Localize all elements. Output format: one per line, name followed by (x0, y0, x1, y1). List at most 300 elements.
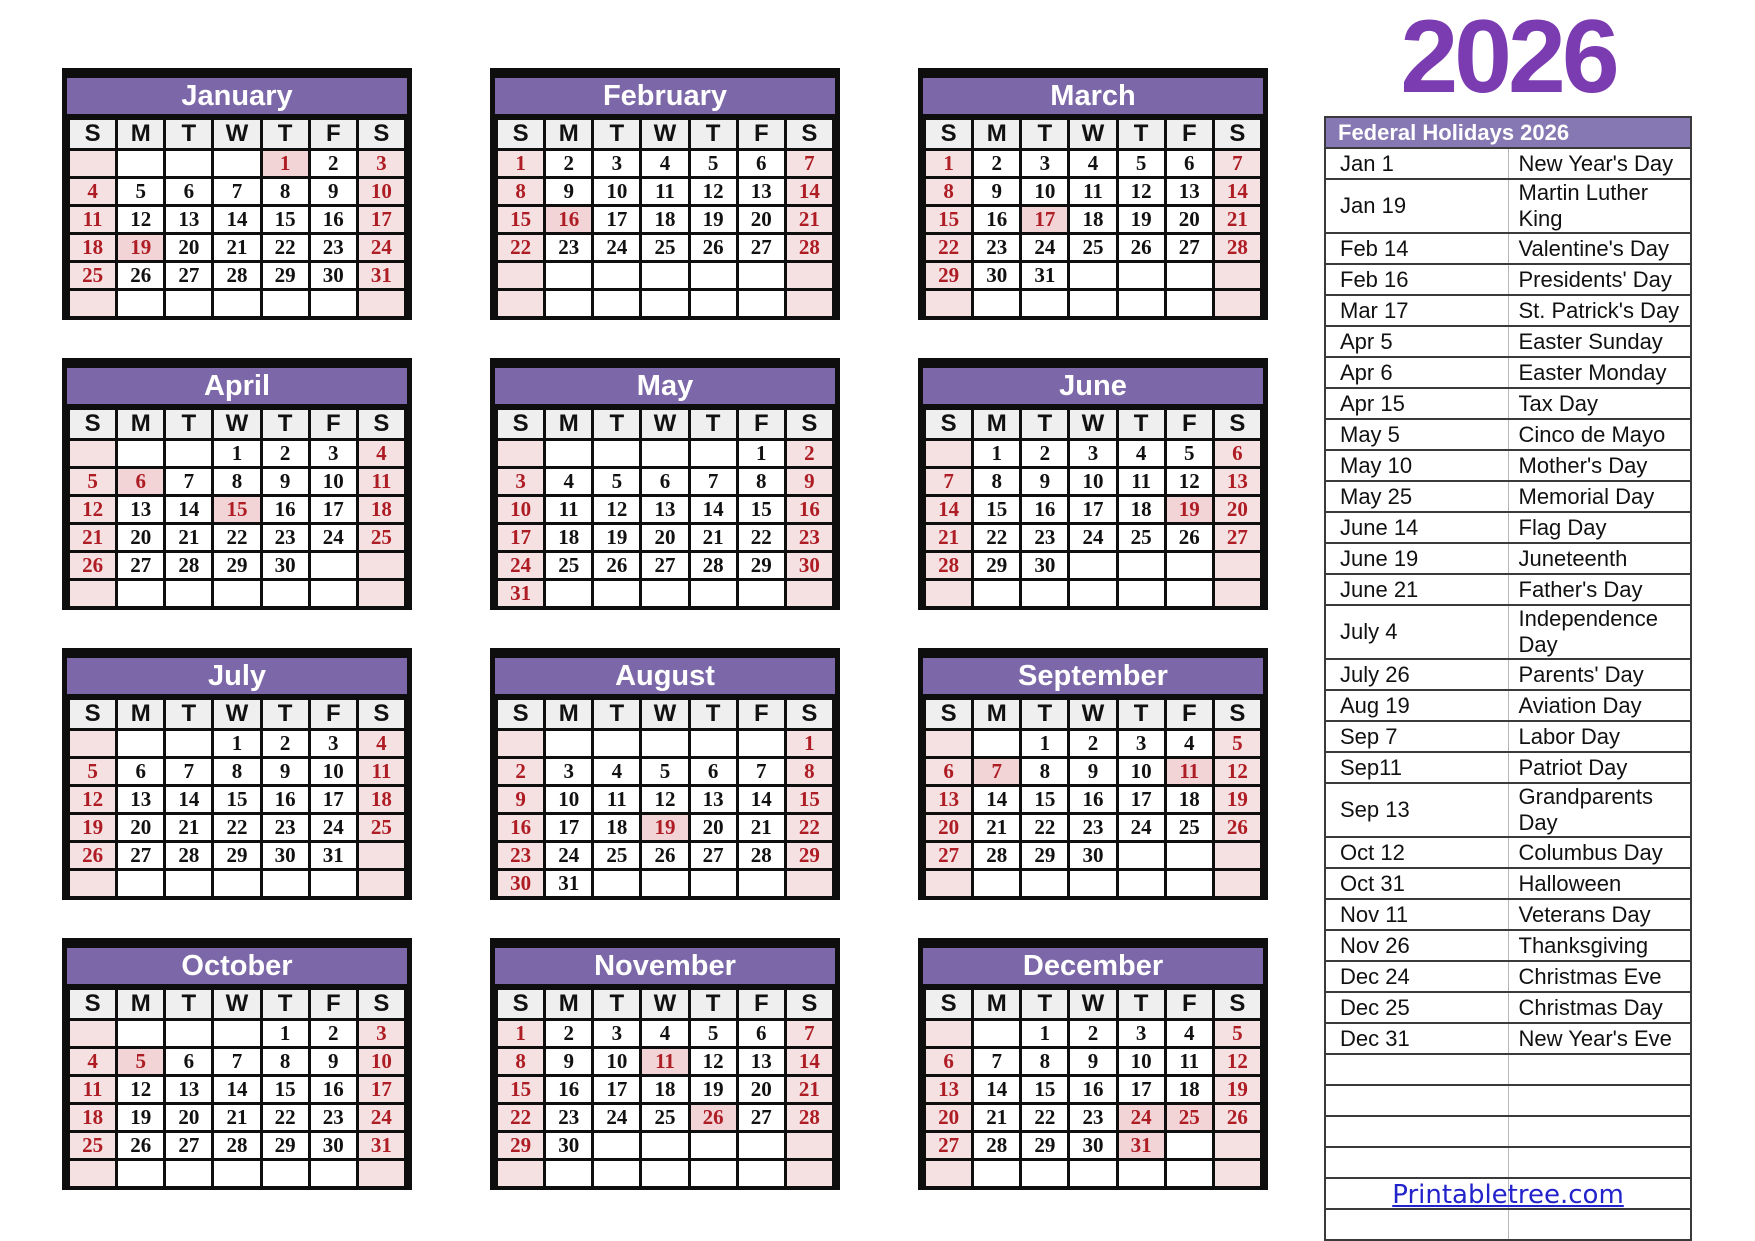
empty-date-cell (1213, 1132, 1261, 1160)
date-cell: 26 (641, 842, 689, 870)
empty-date-cell (69, 1020, 117, 1048)
weekday-header-cell: W (1069, 989, 1117, 1020)
date-cell: 18 (357, 496, 405, 524)
date-cell: 12 (1117, 178, 1165, 206)
date-cell: 24 (593, 234, 641, 262)
empty-date-cell (309, 580, 357, 608)
date-cell: 30 (261, 842, 309, 870)
holiday-row (1325, 233, 1691, 264)
weekday-header-cell: M (117, 699, 165, 730)
date-cell: 21 (689, 524, 737, 552)
empty-date-cell (69, 290, 117, 318)
date-cell: 22 (1021, 1104, 1069, 1132)
empty-date-cell (1069, 290, 1117, 318)
weekday-header-cell: S (1213, 119, 1261, 150)
empty-date-cell (69, 440, 117, 468)
date-cell: 28 (213, 1132, 261, 1160)
date-cell: 28 (785, 234, 833, 262)
date-cell: 1 (497, 150, 545, 178)
weekday-header-cell: F (309, 989, 357, 1020)
weekday-header-cell: W (213, 699, 261, 730)
date-cell: 10 (497, 496, 545, 524)
date-cell: 7 (925, 468, 973, 496)
weekday-header-cell: T (165, 119, 213, 150)
weekday-header-cell: S (1213, 409, 1261, 440)
date-cell: 28 (1213, 234, 1261, 262)
date-cell: 25 (641, 1104, 689, 1132)
date-cell: 28 (165, 552, 213, 580)
date-cell: 14 (213, 206, 261, 234)
weekday-header-cell: S (357, 119, 405, 150)
date-cell: 7 (785, 150, 833, 178)
empty-date-cell (213, 290, 261, 318)
date-cell: 1 (973, 440, 1021, 468)
date-cell: 6 (165, 178, 213, 206)
month-grid (495, 987, 835, 1189)
week-row (69, 1048, 406, 1076)
date-cell: 16 (973, 206, 1021, 234)
date-cell: 20 (165, 1104, 213, 1132)
date-cell: 17 (357, 1076, 405, 1104)
empty-date-cell (1165, 1160, 1213, 1188)
holiday-empty-row (1325, 1054, 1691, 1085)
weekday-header-cell: S (785, 989, 833, 1020)
date-cell: 19 (1213, 1076, 1261, 1104)
date-cell: 30 (1069, 842, 1117, 870)
empty-date-cell (1117, 290, 1165, 318)
date-cell: 20 (689, 814, 737, 842)
weekday-header-cell: F (737, 409, 785, 440)
week-row (69, 580, 406, 608)
date-cell: 5 (1213, 730, 1261, 758)
weekday-header-row (497, 119, 834, 150)
date-cell: 3 (357, 1020, 405, 1048)
holiday-row (1325, 837, 1691, 868)
date-cell: 1 (497, 1020, 545, 1048)
date-cell: 11 (1117, 468, 1165, 496)
weekday-header-cell: T (165, 989, 213, 1020)
empty-date-cell (1213, 870, 1261, 898)
date-cell: 25 (641, 234, 689, 262)
holiday-name: Thanksgiving (1508, 930, 1691, 961)
date-cell: 1 (261, 150, 309, 178)
weekday-header-cell: M (117, 119, 165, 150)
weekday-header-cell: W (1069, 699, 1117, 730)
month-grid (923, 407, 1263, 609)
date-cell: 4 (69, 178, 117, 206)
holiday-date: May 5 (1325, 419, 1508, 450)
holiday-row (1325, 357, 1691, 388)
empty-date-cell (1213, 552, 1261, 580)
date-cell: 23 (1069, 1104, 1117, 1132)
holiday-name: Presidents' Day (1508, 264, 1691, 295)
date-cell: 17 (1069, 496, 1117, 524)
date-cell: 29 (1021, 1132, 1069, 1160)
empty-date-cell (213, 870, 261, 898)
week-row (497, 440, 834, 468)
weekday-header-row (925, 119, 1262, 150)
empty-date-cell (1213, 842, 1261, 870)
holiday-row (1325, 148, 1691, 179)
date-cell: 25 (69, 262, 117, 290)
date-cell: 10 (1021, 178, 1069, 206)
holiday-date: Sep 7 (1325, 721, 1508, 752)
month-grid (923, 117, 1263, 319)
holiday-row (1325, 179, 1691, 233)
date-cell: 11 (357, 468, 405, 496)
date-cell: 22 (497, 234, 545, 262)
date-cell: 29 (925, 262, 973, 290)
date-cell: 14 (165, 786, 213, 814)
empty-date-cell (1117, 552, 1165, 580)
weekday-header-cell: F (309, 119, 357, 150)
holiday-empty-name (1508, 1147, 1691, 1178)
date-cell: 15 (261, 206, 309, 234)
empty-date-cell (357, 1160, 405, 1188)
weekday-header-cell: M (117, 409, 165, 440)
weekday-header-cell: T (689, 699, 737, 730)
weekday-header-cell: S (69, 409, 117, 440)
holiday-name: Veterans Day (1508, 899, 1691, 930)
date-cell: 6 (737, 150, 785, 178)
empty-date-cell (497, 262, 545, 290)
date-cell: 28 (213, 262, 261, 290)
weekday-header-row (925, 409, 1262, 440)
holiday-row (1325, 992, 1691, 1023)
holiday-date: July 4 (1325, 605, 1508, 659)
week-row (69, 178, 406, 206)
empty-date-cell (1165, 552, 1213, 580)
date-cell: 26 (1213, 814, 1261, 842)
date-cell: 23 (785, 524, 833, 552)
date-cell: 29 (785, 842, 833, 870)
empty-date-cell (593, 262, 641, 290)
weekday-header-cell: T (1021, 989, 1069, 1020)
date-cell: 1 (213, 440, 261, 468)
week-row (925, 842, 1262, 870)
date-cell: 22 (213, 524, 261, 552)
empty-date-cell (925, 870, 973, 898)
empty-date-cell (1117, 842, 1165, 870)
holiday-date: June 19 (1325, 543, 1508, 574)
weekday-header-cell: S (925, 409, 973, 440)
empty-date-cell (737, 580, 785, 608)
week-row (925, 786, 1262, 814)
week-row (497, 150, 834, 178)
holiday-name: Memorial Day (1508, 481, 1691, 512)
empty-date-cell (1021, 290, 1069, 318)
week-row (497, 814, 834, 842)
month-title: May (495, 368, 835, 407)
date-cell: 17 (593, 1076, 641, 1104)
weekday-header-cell: T (165, 699, 213, 730)
date-cell: 11 (545, 496, 593, 524)
date-cell: 13 (925, 786, 973, 814)
holiday-name: Columbus Day (1508, 837, 1691, 868)
date-cell: 24 (357, 1104, 405, 1132)
date-cell: 23 (497, 842, 545, 870)
date-cell: 5 (593, 468, 641, 496)
empty-date-cell (1117, 1160, 1165, 1188)
date-cell: 20 (117, 814, 165, 842)
date-cell: 18 (1117, 496, 1165, 524)
date-cell: 6 (641, 468, 689, 496)
holiday-name: Mother's Day (1508, 450, 1691, 481)
week-row (69, 150, 406, 178)
date-cell: 26 (1165, 524, 1213, 552)
holiday-row (1325, 388, 1691, 419)
date-cell: 2 (309, 1020, 357, 1048)
empty-date-cell (785, 1132, 833, 1160)
date-cell: 16 (261, 496, 309, 524)
empty-date-cell (925, 730, 973, 758)
holiday-empty-name (1508, 1054, 1691, 1085)
holiday-empty-row (1325, 1147, 1691, 1178)
month-grid (67, 987, 407, 1189)
weekday-header-cell: W (1069, 409, 1117, 440)
empty-date-cell (641, 290, 689, 318)
date-cell: 14 (785, 178, 833, 206)
federal-holidays-header-label: Federal Holidays 2026 (1325, 117, 1691, 148)
date-cell: 10 (309, 468, 357, 496)
empty-date-cell (497, 440, 545, 468)
weekday-header-cell: F (737, 989, 785, 1020)
date-cell: 19 (593, 524, 641, 552)
date-cell: 28 (973, 842, 1021, 870)
date-cell: 3 (1021, 150, 1069, 178)
empty-date-cell (641, 870, 689, 898)
week-row (925, 496, 1262, 524)
holiday-date: Nov 11 (1325, 899, 1508, 930)
date-cell: 7 (973, 758, 1021, 786)
date-cell: 14 (1213, 178, 1261, 206)
empty-date-cell (689, 580, 737, 608)
date-cell: 9 (785, 468, 833, 496)
empty-date-cell (165, 580, 213, 608)
weekday-header-cell: W (641, 699, 689, 730)
printabletree-link[interactable]: Printabletree.com (1392, 1180, 1624, 1210)
date-cell: 29 (213, 552, 261, 580)
holiday-name: Easter Sunday (1508, 326, 1691, 357)
holiday-empty-date (1325, 1085, 1508, 1116)
weekday-header-cell: M (545, 119, 593, 150)
date-cell: 22 (737, 524, 785, 552)
empty-date-cell (785, 1160, 833, 1188)
date-cell: 7 (973, 1048, 1021, 1076)
date-cell: 16 (1069, 1076, 1117, 1104)
date-cell: 4 (357, 440, 405, 468)
date-cell: 5 (1213, 1020, 1261, 1048)
date-cell: 21 (785, 206, 833, 234)
date-cell: 28 (737, 842, 785, 870)
empty-date-cell (545, 730, 593, 758)
weekday-header-cell: F (309, 699, 357, 730)
weekday-header-cell: W (641, 119, 689, 150)
date-cell: 3 (593, 1020, 641, 1048)
weekday-header-cell: S (785, 699, 833, 730)
date-cell: 3 (309, 730, 357, 758)
holiday-date: Jan 19 (1325, 179, 1508, 233)
holiday-row (1325, 605, 1691, 659)
empty-date-cell (309, 1160, 357, 1188)
date-cell: 14 (973, 1076, 1021, 1104)
week-row (497, 870, 834, 898)
date-cell: 3 (497, 468, 545, 496)
date-cell: 1 (213, 730, 261, 758)
month-grid (495, 117, 835, 319)
weekday-header-cell: T (261, 699, 309, 730)
date-cell: 30 (309, 262, 357, 290)
date-cell: 18 (1069, 206, 1117, 234)
date-cell: 1 (261, 1020, 309, 1048)
empty-date-cell (785, 870, 833, 898)
date-cell: 18 (357, 786, 405, 814)
empty-date-cell (593, 440, 641, 468)
date-cell: 9 (309, 1048, 357, 1076)
date-cell: 13 (925, 1076, 973, 1104)
weekday-header-cell: T (593, 409, 641, 440)
empty-date-cell (925, 1160, 973, 1188)
date-cell: 15 (737, 496, 785, 524)
weekday-header-cell: W (641, 989, 689, 1020)
empty-date-cell (497, 290, 545, 318)
date-cell: 16 (545, 1076, 593, 1104)
week-row (925, 580, 1262, 608)
week-row (69, 1020, 406, 1048)
date-cell: 8 (497, 1048, 545, 1076)
week-row (69, 290, 406, 318)
month-may (490, 358, 840, 610)
date-cell: 9 (545, 178, 593, 206)
holiday-row (1325, 574, 1691, 605)
date-cell: 9 (1069, 758, 1117, 786)
week-row (497, 786, 834, 814)
holiday-name: Christmas Eve (1508, 961, 1691, 992)
date-cell: 11 (1165, 758, 1213, 786)
date-cell: 28 (925, 552, 973, 580)
holiday-name: Halloween (1508, 868, 1691, 899)
date-cell: 9 (497, 786, 545, 814)
week-row (497, 496, 834, 524)
weekday-header-cell: F (1165, 409, 1213, 440)
date-cell: 12 (593, 496, 641, 524)
date-cell: 31 (309, 842, 357, 870)
date-cell: 16 (545, 206, 593, 234)
date-cell: 6 (165, 1048, 213, 1076)
empty-date-cell (117, 1020, 165, 1048)
month-january (62, 68, 412, 320)
weekday-header-cell: W (213, 119, 261, 150)
date-cell: 5 (689, 1020, 737, 1048)
date-cell: 2 (1069, 1020, 1117, 1048)
week-row (497, 552, 834, 580)
date-cell: 27 (737, 234, 785, 262)
date-cell: 2 (1021, 440, 1069, 468)
holiday-date: Apr 5 (1325, 326, 1508, 357)
date-cell: 15 (1021, 1076, 1069, 1104)
empty-date-cell (689, 730, 737, 758)
weekday-header-cell: S (925, 699, 973, 730)
empty-date-cell (117, 1160, 165, 1188)
date-cell: 28 (689, 552, 737, 580)
date-cell: 29 (213, 842, 261, 870)
empty-date-cell (261, 1160, 309, 1188)
week-row (69, 234, 406, 262)
weekday-header-row (497, 409, 834, 440)
date-cell: 11 (641, 1048, 689, 1076)
empty-date-cell (925, 290, 973, 318)
date-cell: 8 (261, 1048, 309, 1076)
weekday-header-row (69, 119, 406, 150)
date-cell: 26 (117, 262, 165, 290)
date-cell: 16 (785, 496, 833, 524)
empty-date-cell (497, 1160, 545, 1188)
empty-date-cell (641, 262, 689, 290)
month-title: January (67, 78, 407, 117)
weekday-header-cell: T (1117, 119, 1165, 150)
week-row (497, 234, 834, 262)
weekday-header-cell: F (1165, 989, 1213, 1020)
date-cell: 13 (689, 786, 737, 814)
date-cell: 1 (1021, 1020, 1069, 1048)
date-cell: 17 (1117, 1076, 1165, 1104)
weekday-header-cell: F (1165, 119, 1213, 150)
date-cell: 20 (737, 1076, 785, 1104)
empty-date-cell (357, 580, 405, 608)
weekday-header-cell: S (497, 119, 545, 150)
date-cell: 2 (545, 1020, 593, 1048)
date-cell: 15 (213, 786, 261, 814)
month-april (62, 358, 412, 610)
date-cell: 29 (737, 552, 785, 580)
date-cell: 19 (1213, 786, 1261, 814)
weekday-header-cell: S (357, 989, 405, 1020)
empty-date-cell (785, 262, 833, 290)
holiday-date: June 14 (1325, 512, 1508, 543)
date-cell: 15 (925, 206, 973, 234)
weekday-header-cell: T (689, 409, 737, 440)
month-title: December (923, 948, 1263, 987)
federal-holidays-table (1324, 116, 1692, 1241)
empty-date-cell (785, 580, 833, 608)
empty-date-cell (1213, 1160, 1261, 1188)
month-title: July (67, 658, 407, 697)
week-row (69, 1076, 406, 1104)
empty-date-cell (593, 1160, 641, 1188)
month-title: September (923, 658, 1263, 697)
holiday-date: Feb 16 (1325, 264, 1508, 295)
date-cell: 20 (925, 1104, 973, 1132)
date-cell: 8 (261, 178, 309, 206)
holiday-name: Flag Day (1508, 512, 1691, 543)
month-title: April (67, 368, 407, 407)
weekday-header-cell: S (497, 989, 545, 1020)
empty-date-cell (309, 552, 357, 580)
date-cell: 17 (309, 496, 357, 524)
date-cell: 5 (1165, 440, 1213, 468)
weekday-header-cell: T (1117, 699, 1165, 730)
week-row (69, 440, 406, 468)
empty-date-cell (1165, 1132, 1213, 1160)
date-cell: 12 (1213, 1048, 1261, 1076)
date-cell: 11 (357, 758, 405, 786)
date-cell: 29 (497, 1132, 545, 1160)
week-row (925, 1104, 1262, 1132)
week-row (497, 290, 834, 318)
date-cell: 30 (1021, 552, 1069, 580)
week-row (69, 758, 406, 786)
holiday-date: Dec 31 (1325, 1023, 1508, 1054)
